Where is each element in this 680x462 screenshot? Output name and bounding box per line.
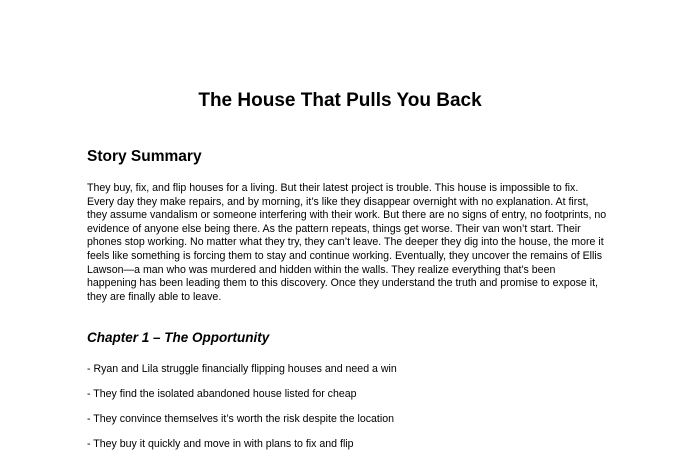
chapter-bullet-list xyxy=(87,362,397,462)
list-item: - They find the isolated abandoned house listed for cheap xyxy=(87,388,357,400)
summary-paragraph: They buy, fix, and flip houses for a living. But their latest project is trouble. This house is impossible to fix. Every day they make repairs, and by morning, it’s like they disappear overnight with no explanation. At first, they assume vandalism or someone interfering with their work. But there are no signs of entry, no footprints, no evidence of anyone else being there. As the pattern repeats, things get worse. Their van won’t start. Their phones stop working. No matter what they try, they can’t leave. The deeper they dig into the house, the more it feels like something is forcing them to stay and continue working. Eventually, they uncover the remains of Ellis Lawson—a man who was murdered and hidden within the walls. They realize everything that’s been happening has been leading them to this discovery. Once they understand the truth and promise to expose it, they are finally able to leave. xyxy=(87,182,607,303)
list-item: - They convince themselves it’s worth the risk despite the location xyxy=(87,413,394,425)
chapter-heading: Chapter 1 – The Opportunity xyxy=(87,330,270,345)
list-item: - They buy it quickly and move in with plans to fix and flip xyxy=(87,438,354,450)
summary-heading: Story Summary xyxy=(87,148,202,165)
document-title: The House That Pulls You Back xyxy=(198,90,482,111)
list-item: - Ryan and Lila struggle financially flipping houses and need a win xyxy=(87,363,397,375)
